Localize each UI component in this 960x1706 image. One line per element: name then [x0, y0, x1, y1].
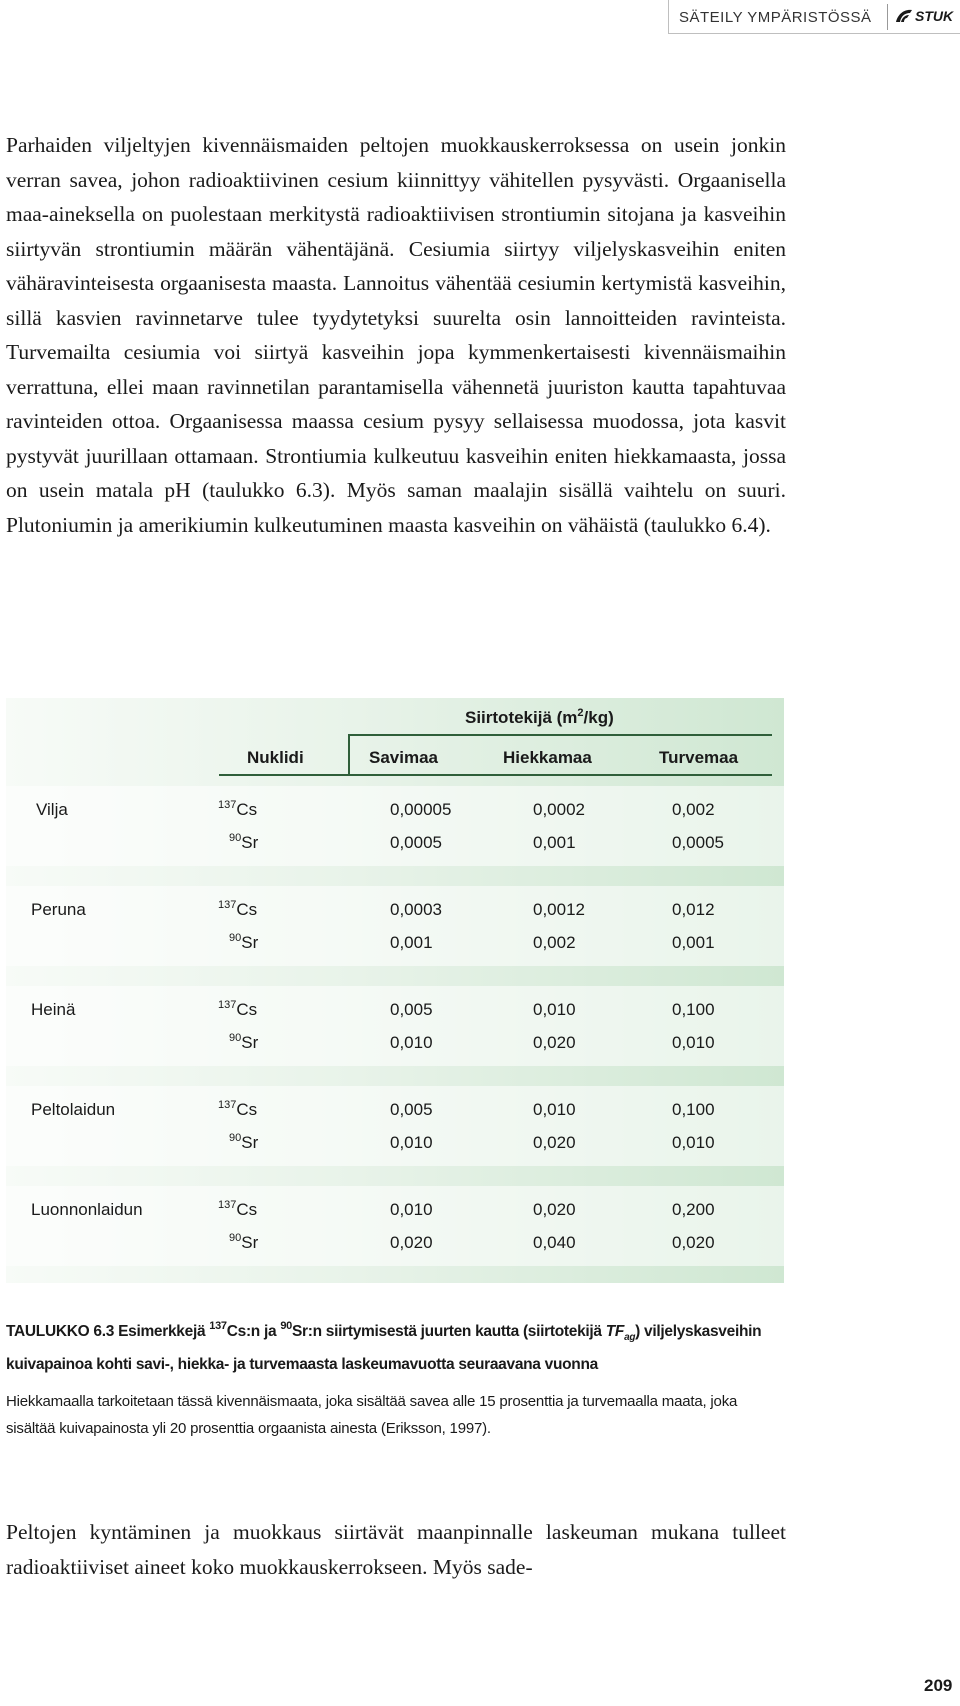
value-turvemaa: 0,100 [672, 1100, 715, 1119]
value-savimaa: 0,005 [390, 1000, 433, 1019]
value-savimaa: 0,0005 [390, 833, 442, 852]
page-number: 209 [924, 1676, 953, 1695]
body-paragraph-1: Parhaiden viljeltyjen kivennäismaiden peltojen muokkauskerroksessa on usein jonkin verran savea, johon radioaktiivinen cesium kiinnittyy vähitellen pysyvästi. Orgaanisella maa-aineksella on puolestaan merkitystä radioaktiivisen strontiumin sitojana ja kasveihin siirtyvän strontiumin määrän vähentäjänä. Cesiumia siirtyy viljelyskasveihin eniten vähäravinteisesta orgaanisesta maasta. Lannoitus vähentää cesiumin kertymistä kasveihin, sillä kasvien ravinnetarve tulee tyydytetyksi suurelta osin lannoitteiden ravinteista. Turvemailta cesiumia voi siirtyä kasveihin jopa kymmenkertaisesti kivennäismaihin verrattuna, ellei maan ravinnetilan parantamisella vähennetä juuriston kautta tapahtuvaa ravinteiden ottoa. Orgaanisessa maassa cesium pysyy sellaisessa muodossa, jota kasvit pystyvät juurillaan ottamaan. Strontiumia kulkeutuu kasveihin eniten hiekkamaasta, jossa on usein matala pH (taulukko 6.3). Myös saman maalajin sisällä vaihtelu on suuri. Plutoniumin ja amerikiumin kulkeutuminen maasta kasveihin on vähäistä (taulukko 6.4). [6, 133, 786, 537]
value-hiekkamaa: 0,010 [533, 1000, 576, 1019]
value-turvemaa: 0,010 [672, 1033, 715, 1052]
crop-label: Vilja [36, 800, 68, 819]
nuclide-cs137: $^{137}$Cs [218, 899, 258, 919]
value-hiekkamaa: 0,0012 [533, 900, 585, 919]
value-savimaa: 0,020 [390, 1233, 433, 1252]
value-hiekkamaa: 0,010 [533, 1100, 576, 1119]
crop-label: Peltolaidun [31, 1100, 116, 1119]
group-header-rule [348, 734, 772, 736]
value-turvemaa: 0,002 [672, 800, 715, 819]
col-header-rule [219, 774, 772, 776]
value-hiekkamaa: 0,0002 [533, 800, 585, 819]
nuclide-sr90: $^{90}$Sr [229, 932, 259, 952]
nuclide-sr90: $^{90}$Sr [229, 1032, 259, 1052]
value-turvemaa: 0,200 [672, 1200, 715, 1219]
value-savimaa: 0,005 [390, 1100, 433, 1119]
nuclide-sr90: $^{90}$Sr [229, 832, 259, 852]
value-hiekkamaa: 0,001 [533, 833, 576, 852]
nuclide-cs137: $^{137}$Cs [218, 1099, 258, 1119]
value-hiekkamaa: 0,020 [533, 1033, 576, 1052]
stuk-emblem-icon [895, 8, 913, 24]
row-band-heina [6, 986, 784, 1066]
value-hiekkamaa: 0,002 [533, 933, 576, 952]
nuclide-sr90: $^{90}$Sr [229, 1232, 259, 1252]
row-band-peltolaidun [6, 1086, 784, 1166]
header-divider [887, 4, 888, 30]
row-band-luonnonlaidun [6, 1186, 784, 1266]
running-header [668, 0, 960, 34]
col-header-nuclide: Nuklidi [247, 748, 304, 767]
crop-label: Heinä [31, 1000, 76, 1019]
table-caption: TAULUKKO 6.3 Esimerkkejä $^{137}$Cs:n ja $^{90}$Sr:n siirtymisestä juurten kautta (siirtotekijä $TF_{ag}$) viljelyskasveihin kuivapainoa kohti savi-, hiekka- ja turvemaasta laskeumavuotta seuraavana vuonna [6, 1320, 762, 1374]
value-hiekkamaa: 0,020 [533, 1200, 576, 1219]
data-table [6, 698, 784, 1283]
nuclide-sr90: $^{90}$Sr [229, 1132, 259, 1152]
nuclide-cs137: $^{137}$Cs [218, 999, 258, 1019]
value-turvemaa: 0,001 [672, 933, 715, 952]
nuclide-cs137: $^{137}$Cs [218, 1199, 258, 1219]
crop-label: Luonnonlaidun [31, 1200, 143, 1219]
stuk-logo [895, 8, 953, 24]
table-label: TAULUKKO 6.3 [6, 1323, 115, 1340]
value-savimaa: 0,010 [390, 1033, 433, 1052]
nuclide-cs137: $^{137}$Cs [218, 799, 258, 819]
value-savimaa: 0,0003 [390, 900, 442, 919]
logo-text: STUK [915, 8, 954, 24]
col-header-savimaa: Savimaa [369, 748, 438, 767]
value-turvemaa: 0,020 [672, 1233, 715, 1252]
group-header: Siirtotekijä $(m^2/kg)$ [465, 707, 614, 727]
row-band-vilja [6, 786, 784, 866]
value-savimaa: 0,00005 [390, 800, 452, 819]
crop-label: Peruna [31, 900, 86, 919]
value-hiekkamaa: 0,040 [533, 1233, 576, 1252]
section-title: SÄTEILY YMPÄRISTÖSSÄ [679, 9, 872, 26]
value-hiekkamaa: 0,020 [533, 1133, 576, 1152]
row-band-peruna [6, 886, 784, 966]
col-header-hiekkamaa: Hiekkamaa [503, 748, 592, 767]
col-header-turvemaa: Turvemaa [659, 748, 739, 767]
col-header-divider [348, 734, 350, 776]
value-savimaa: 0,001 [390, 933, 433, 952]
value-turvemaa: 0,0005 [672, 833, 724, 852]
table-note: Hiekkamaalla tarkoitetaan tässä kivennäismaata, joka sisältää savea alle 15 prosenttia ja turvemaalla maata, joka sisältää kuivapainosta yli 20 prosenttia orgaanista ainesta (Eriksson, 1997). [6, 1393, 738, 1437]
body-paragraph-2: Peltojen kyntäminen ja muokkaus siirtävät maanpinnalle laskeuman mukana tulleet radioaktiiviset aineet koko muokkauskerrokseen. Myös sade- [6, 1520, 786, 1579]
value-turvemaa: 0,010 [672, 1133, 715, 1152]
value-turvemaa: 0,012 [672, 900, 715, 919]
value-savimaa: 0,010 [390, 1133, 433, 1152]
value-turvemaa: 0,100 [672, 1000, 715, 1019]
value-savimaa: 0,010 [390, 1200, 433, 1219]
